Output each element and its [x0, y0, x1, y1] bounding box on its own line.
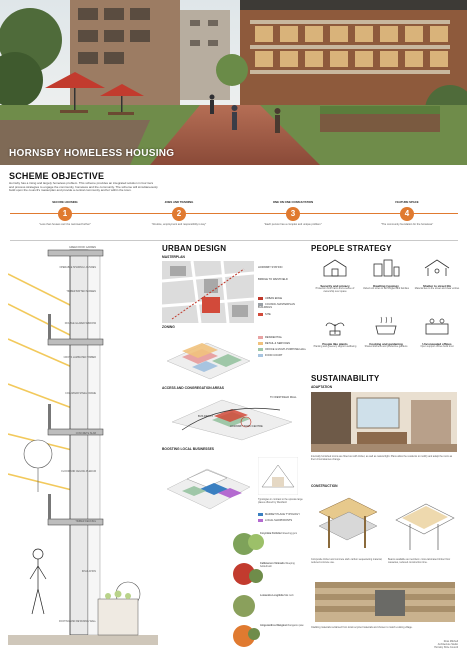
footer-credit: Ross Mitchell Architecture Studio Hornsby Shire Council: [434, 640, 458, 649]
strategy-title: Security and privacy: [320, 284, 350, 288]
timeline-step: [20, 200, 110, 226]
plant-icon: [320, 316, 350, 336]
people-heading: PEOPLE STRATEGY: [311, 244, 392, 253]
annotation: TIMBER BATTEN SCREEN: [66, 290, 96, 293]
hero-render: [0, 0, 467, 165]
strategy-item: [413, 258, 461, 291]
zoning-heading: ZONING: [162, 325, 175, 329]
construction-diagram-left: [315, 492, 381, 554]
masterplan-map: [162, 261, 254, 323]
construction-text-right: Beams available as members: cross-laminated timber floor cassettes, reduced construction time.: [388, 558, 451, 564]
map-label: BRIDGE TO WESTFIELD: [258, 278, 288, 281]
strategy-item: [311, 258, 359, 294]
urban-heading: URBAN DESIGN: [162, 244, 227, 253]
step-quote: "Less than houses can't be narrowed further": [39, 223, 91, 226]
step-heading: SECURE HOUSING: [52, 200, 78, 204]
legend-item: SITE: [258, 313, 271, 316]
strategy-text: Planting and greenery support wellbeing: [313, 345, 357, 348]
strategy-text: Protection from harm and a sense of ownership over space: [315, 287, 355, 293]
scheme-body: Hornsby has a rising and largely homeless problem. This scheme provides an integrated solution in four tiers and process strategies to engage the community, homeless and the community. The scheme will simultaneously build upon the council's masterplan and provide a central community anchor within the town.: [9, 181, 158, 193]
step-number: 1: [58, 207, 72, 221]
annotation: OPERABLE SHADING LOUVRES: [59, 266, 96, 269]
step-number: 4: [400, 207, 414, 221]
construction-heading: CONSTRUCTION: [311, 484, 338, 488]
annotation: GREEN ROOF GARDEN: [69, 246, 96, 249]
annotation: COLUMNAR STEEL FRAME: [65, 392, 96, 395]
boosting-axonometric: [162, 455, 254, 513]
step-heading: JOBS AND TRAINING: [164, 200, 194, 204]
page-title: HORNSBY HOMELESS HOUSING: [9, 148, 175, 159]
legend-item: OFFICE & MULTI-PURPOSE HALL: [258, 348, 306, 351]
timeline-step: [362, 200, 452, 226]
street-sketch: [258, 457, 298, 495]
annotation: FLOOR AND CEILING PLENUM: [61, 470, 96, 473]
timeline-step: [134, 200, 224, 226]
legend-item: URBAN EDGE: [258, 297, 282, 300]
strategy-text: Varied unit sizes to suit singles and families: [363, 287, 409, 290]
construction-text-left: Composite timber and concrete slab: carbon sequestering material, reduced concrete use.: [311, 558, 383, 564]
house-icon: [320, 258, 350, 278]
strategy-item: [413, 316, 461, 349]
legend-item: MARKET PLACE TYPOLOGY: [258, 513, 300, 516]
step-quote: "The community foundation for the homeless": [380, 223, 434, 226]
annotation: DOUBLE GLAZED WINDOW: [64, 322, 96, 325]
plant-item: Callistemon Viminalis Weeping bottlebrush: [260, 562, 295, 568]
map-label: HORNSBY TOWN CENTRE: [230, 425, 263, 428]
access-heading: ACCESS AND CONGREGATION AREAS: [162, 386, 224, 390]
shelter-icon: [422, 258, 452, 278]
plant-item: Lomandra Longifolia Mat rush: [260, 594, 294, 597]
strategy-title: Cooking and gardening: [369, 342, 403, 346]
step-quote: "Each person has a complex and unique problem": [264, 223, 322, 226]
adaptation-heading: ADAPTATION: [311, 385, 333, 389]
timeline-step: [248, 200, 338, 226]
zoning-axonometric: [162, 331, 254, 383]
adaptation-render: [311, 392, 457, 452]
strategy-item: [362, 258, 410, 291]
masterplan-heading: MASTERPLAN: [162, 255, 185, 259]
strategy-title: Dwelling typology: [373, 284, 399, 288]
scheme-timeline: [10, 200, 458, 235]
construction-bottom-text: Cladding materials reclaimed from local recycled materials and chosen to match existing village.: [311, 626, 413, 629]
annotation: CROSS LAMINATED TIMBER: [63, 356, 96, 359]
buildings-icon: [371, 258, 401, 278]
legend-item: FOOD COURT: [258, 354, 282, 357]
wall-section-drawing: [8, 244, 158, 652]
map-label: HORNSBY STATION: [258, 266, 283, 269]
annotation: CONCRETE SLAB: [75, 432, 96, 435]
adaptation-text: Internally furnished rooms are fitted out with timber, as well as natural light. Plans allow the residents to modify and adapt the room as their circumstances change.: [311, 455, 453, 461]
step-heading: FEATURE SPACE: [395, 200, 419, 204]
strategy-text: Shared kitchens and productive gardens: [364, 345, 408, 348]
plant-images: [230, 530, 274, 650]
plant-item: Corymbia Ficifolia Flowering gum: [260, 532, 298, 535]
legend-item: RESIDENTIAL: [258, 336, 282, 339]
legend-item: LOCAL SHOPFRONTS: [258, 519, 292, 522]
annotation: TIMBER DECKING: [75, 520, 96, 523]
scheme-heading: SCHEME OBJECTIVE: [9, 171, 105, 181]
cooking-icon: [371, 316, 401, 336]
plant-item: Anigozanthos Manglesii Kangaroo paw: [260, 624, 304, 627]
strategy-text: Material ties to the street and clear entries: [414, 287, 460, 290]
office-icon: [422, 316, 452, 336]
annotation: FOOTING AND RETAINING WALL: [58, 620, 96, 623]
step-heading: ONE ON ONE CONSULTATION: [272, 200, 314, 204]
strategy-item: [311, 316, 359, 349]
strategy-title: People like plants: [322, 342, 348, 346]
strategy-title: Unconcealed offices: [422, 342, 452, 346]
strategy-title: Shelter to street life: [422, 284, 451, 288]
step-number: 2: [172, 207, 186, 221]
cladding-photo: [315, 582, 455, 622]
map-label: BUS DEPOT: [198, 415, 213, 418]
boosting-heading: BOOSTING LOCAL BUSINESSES: [162, 447, 214, 451]
access-axonometric: [162, 392, 302, 442]
step-quote: "Routine, employment and responsibility is key": [151, 223, 207, 226]
boosting-text: Typologies in contrast to the upscale large places offered by Westfield: [258, 498, 303, 504]
sustainability-heading: SUSTAINABILITY: [311, 374, 380, 383]
hero-image: [0, 0, 467, 165]
strategy-item: [362, 316, 410, 349]
section-divider: [10, 240, 458, 241]
strategy-text: Open support offices build trust: [420, 345, 454, 348]
step-number: 3: [286, 207, 300, 221]
legend-item: COUNCIL MASTERPLAN BUILDINGS: [258, 303, 295, 310]
map-label: TO WESTFIELD MALL: [270, 396, 297, 399]
legend-item: RETAIL & SERVICES: [258, 342, 290, 345]
construction-diagram-right: [392, 492, 458, 554]
annotation: INSULATION: [81, 570, 96, 573]
